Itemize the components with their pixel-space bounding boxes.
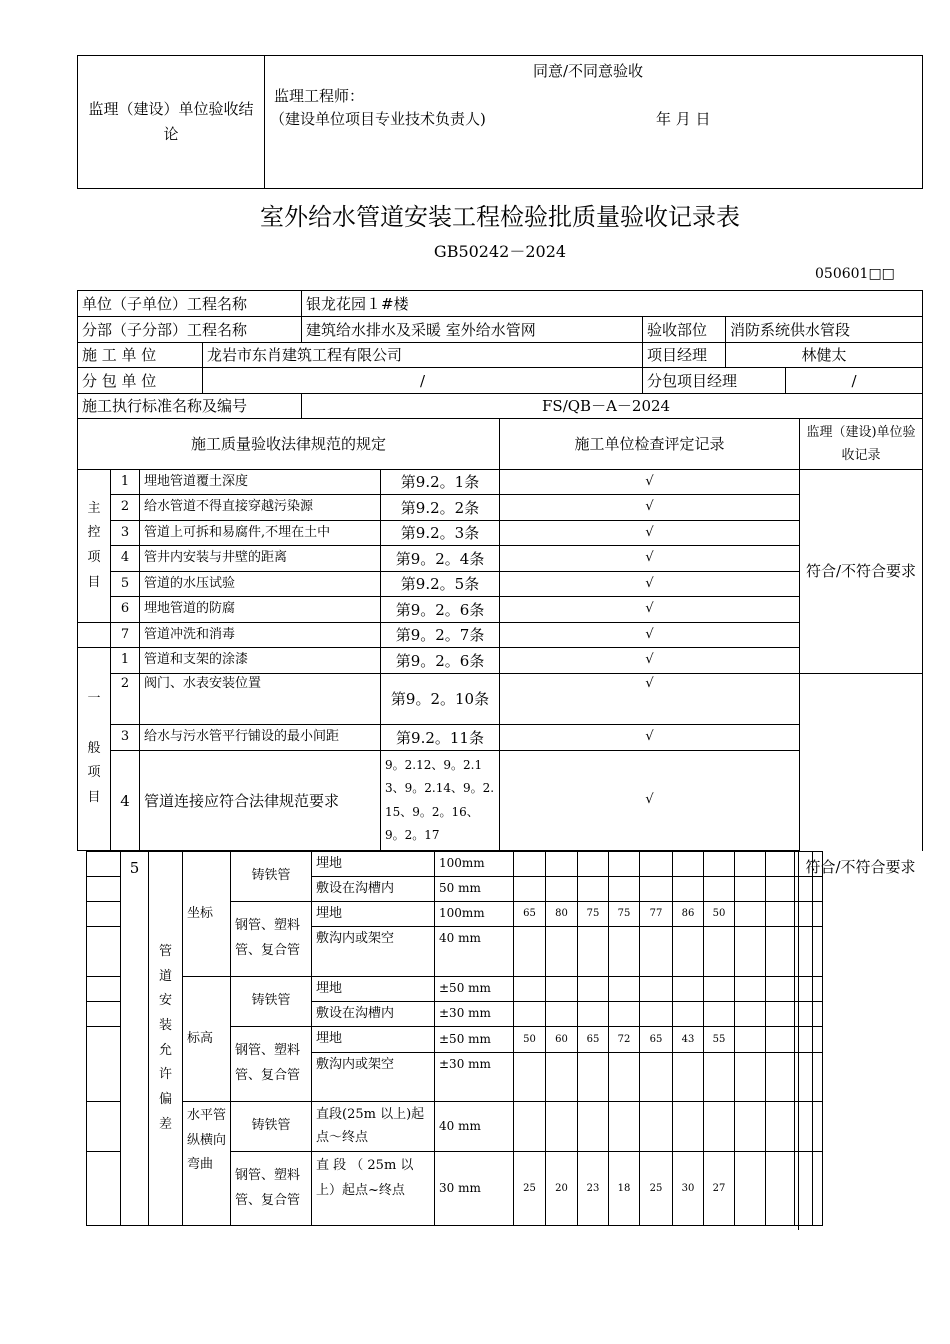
cast-iron-label: 铸铁管	[231, 852, 312, 902]
col-supervise-header: 监理（建设)单位验收记录	[800, 419, 923, 470]
standard-code: GB50242－2024	[433, 242, 567, 261]
std-value: FS/QB－A－2024	[302, 394, 923, 419]
dev-val	[514, 927, 546, 977]
dev-tol: 30 mm	[435, 1152, 514, 1226]
main-item-clause: 第9.2。5条	[381, 572, 500, 597]
main-item-no: 1	[111, 470, 140, 495]
main-item-no: 4	[111, 546, 140, 572]
main-item-clause: 第9。2。7条	[381, 623, 500, 648]
dev-val: 86	[673, 902, 704, 927]
unit-value: 银龙花园１#楼	[302, 291, 923, 317]
general-item-clause: 9。2.12、9。2.13、9。2.14、9。2.15、9。2。16、9。2。17	[381, 751, 500, 851]
main-item-no: 2	[111, 495, 140, 521]
dev-cond: 直段(25m 以上)起点～终点	[312, 1102, 435, 1152]
dev-val	[514, 1102, 546, 1152]
subdiv-value: 建筑给水排水及采暖 室外给水管网	[302, 317, 643, 343]
dev-val	[735, 852, 766, 877]
sub-pm-label: 分包项目经理	[643, 368, 786, 394]
dev-val	[578, 927, 609, 977]
dev-val	[735, 927, 766, 977]
form-code: 050601□□	[815, 266, 895, 282]
steel-plastic-label: 钢管、塑料管、复合管	[231, 1027, 312, 1102]
top-conclusion-table	[77, 55, 923, 189]
dev-val	[704, 927, 735, 977]
deviation-conform: 符合/不符合要求	[805, 858, 916, 876]
contractor-value: 龙岩市东肖建筑工程有限公司	[203, 343, 643, 368]
col-spec-header: 施工质量验收法律规范的规定	[78, 419, 500, 470]
dev-tol: 100mm	[435, 902, 514, 927]
dev-val: 50	[704, 902, 735, 927]
dev-val	[704, 1002, 735, 1027]
blank-cell	[87, 877, 121, 902]
main-item-name: 管道的水压试验	[140, 572, 381, 597]
dev-val	[546, 977, 578, 1002]
general-item-clause: 第9.2。11条	[381, 725, 500, 751]
dev-cond: 埋地	[312, 1027, 435, 1053]
engineer-label: 监理工程师：	[274, 87, 365, 105]
steel-plastic-label: 钢管、塑料管、复合管	[231, 902, 312, 977]
conclusion-content	[265, 56, 923, 189]
main-item-name: 给水管道不得直接穿越污染源	[140, 495, 381, 521]
dev-cond: 埋地	[312, 902, 435, 927]
blank-cell	[87, 1102, 121, 1152]
dev-val: 27	[704, 1152, 735, 1226]
dev-val	[704, 1053, 735, 1102]
elev-label: 标高	[183, 977, 231, 1102]
dev-val	[766, 852, 795, 877]
dev-val	[704, 852, 735, 877]
dev-val	[673, 1102, 704, 1152]
general-item-check: √	[500, 674, 800, 725]
deviation-table	[86, 851, 823, 1226]
general-item-name: 阀门、水表安装位置	[140, 674, 381, 725]
main-item-check: √	[500, 597, 800, 623]
dev-val: 23	[578, 1152, 609, 1226]
contractor-label: 施 工 单 位	[78, 343, 203, 368]
general-item-no: 4	[111, 751, 140, 851]
dev-val	[673, 1053, 704, 1102]
dev-val	[609, 927, 640, 977]
dev-val	[640, 1102, 673, 1152]
dev-val	[673, 1002, 704, 1027]
main-item-no: 6	[111, 597, 140, 623]
blank-cell	[87, 927, 121, 977]
dev-val	[578, 1053, 609, 1102]
sub-label: 分 包 单 位	[78, 368, 203, 394]
dev-val	[735, 877, 766, 902]
dev-val: 80	[546, 902, 578, 927]
dev-val: 18	[609, 1152, 640, 1226]
dev-val	[735, 1053, 766, 1102]
dev-tol: ±50 mm	[435, 977, 514, 1002]
dev-tol: ±50 mm	[435, 1027, 514, 1053]
dev-val: 65	[640, 1027, 673, 1053]
main-item-no: 5	[111, 572, 140, 597]
blank-cell	[78, 623, 111, 648]
dev-val	[546, 1102, 578, 1152]
dev-val	[766, 927, 795, 977]
blank-cell	[87, 1027, 121, 1102]
dev-tol: 50 mm	[435, 877, 514, 902]
dev-val: 50	[514, 1027, 546, 1053]
dev-val	[578, 1102, 609, 1152]
coord-label: 坐标	[183, 852, 231, 977]
dev-val: 77	[640, 902, 673, 927]
dev-val	[514, 877, 546, 902]
dev-cond: 敷沟内或架空	[312, 1053, 435, 1102]
page-title: 室外给水管道安装工程检验批质量验收记录表	[260, 203, 740, 231]
part-label: 验收部位	[643, 317, 726, 343]
dev-val	[546, 877, 578, 902]
dev-tol: 100mm	[435, 852, 514, 877]
main-item-check: √	[500, 623, 800, 648]
dev-val: 20	[546, 1152, 578, 1226]
dev-val: 30	[673, 1152, 704, 1226]
subdiv-label: 分部（子分部）工程名称	[78, 317, 302, 343]
dev-tol: ±30 mm	[435, 1002, 514, 1027]
dev-val: 65	[514, 902, 546, 927]
general-item-name: 管道连接应符合法律规范要求	[140, 751, 381, 851]
dev-val	[609, 1102, 640, 1152]
col-record-header: 施工单位检查评定记录	[500, 419, 800, 470]
dev-val	[514, 1002, 546, 1027]
dev-val	[766, 877, 795, 902]
dev-cond: 直 段 （ 25m 以 上）起点~终点	[312, 1152, 435, 1226]
main-item-clause: 第9.2。2条	[381, 495, 500, 521]
main-item-check: √	[500, 470, 800, 495]
general-item-clause: 第9。2。10条	[381, 674, 500, 725]
dev-cond: 敷沟内或架空	[312, 927, 435, 977]
dev-tol: 40 mm	[435, 927, 514, 977]
dev-val	[673, 927, 704, 977]
general-item-name: 管道和支架的涂漆	[140, 648, 381, 674]
dev-tol: 40 mm	[435, 1102, 514, 1152]
dev-val	[766, 1152, 795, 1226]
general-item-no: 1	[111, 648, 140, 674]
conclusion-label: 监理（建设）单位验收结论	[78, 56, 265, 189]
dev-val	[609, 977, 640, 1002]
blank-cell	[87, 1002, 121, 1027]
dev-val	[578, 877, 609, 902]
deviation-group-label: 管 道 安 装 允 许 偏 差	[149, 852, 183, 1226]
dev-val	[766, 1102, 795, 1152]
unit-label: 单位（子单位）工程名称	[78, 291, 302, 317]
main-item-no: 7	[111, 623, 140, 648]
dev-val: 72	[609, 1027, 640, 1053]
std-label: 施工执行标准名称及编号	[78, 394, 302, 419]
dev-val	[640, 877, 673, 902]
dev-val	[766, 1027, 795, 1053]
dev-val	[735, 1002, 766, 1027]
date-label: 年 月 日	[656, 110, 711, 128]
general-item-check: √	[500, 648, 800, 674]
blank-cell	[87, 977, 121, 1002]
dev-val	[609, 1002, 640, 1027]
dev-val	[766, 1002, 795, 1027]
deviation-no: 5	[121, 852, 149, 1226]
general-item-clause: 第9。2。6条	[381, 648, 500, 674]
dev-val: 43	[673, 1027, 704, 1053]
main-item-name: 管井内安装与井壁的距离	[140, 546, 381, 572]
pm-label: 项目经理	[643, 343, 726, 368]
main-item-name: 埋地管道覆土深度	[140, 470, 381, 495]
sub-pm-value: /	[786, 368, 923, 394]
dev-val	[735, 902, 766, 927]
blank-cell	[87, 1152, 121, 1226]
agree-text: 同意/不同意验收	[533, 62, 644, 80]
dev-val	[704, 1102, 735, 1152]
general-item-check: √	[500, 751, 800, 851]
dev-val	[578, 852, 609, 877]
main-conform: 符合/不符合要求	[800, 470, 923, 674]
dev-val	[514, 1053, 546, 1102]
dev-val	[735, 1102, 766, 1152]
dev-val: 75	[578, 902, 609, 927]
main-item-name: 管道冲洗和消毒	[140, 623, 381, 648]
deviation-supervise-cell	[798, 851, 922, 1230]
main-item-name: 埋地管道的防腐	[140, 597, 381, 623]
general-item-name: 给水与污水管平行铺设的最小间距	[140, 725, 381, 751]
cast-iron-label: 铸铁管	[231, 977, 312, 1027]
dev-val	[514, 977, 546, 1002]
steel-plastic-label: 钢管、塑料管、复合管	[231, 1152, 312, 1226]
dev-val: 55	[704, 1027, 735, 1053]
main-item-check: √	[500, 521, 800, 546]
dev-val	[640, 1053, 673, 1102]
dev-cond: 敷设在沟槽内	[312, 877, 435, 902]
main-item-name: 管道上可拆和易腐件,不埋在土中	[140, 521, 381, 546]
main-item-clause: 第9.2。3条	[381, 521, 500, 546]
dev-val	[735, 1027, 766, 1053]
main-group-label: 主 控 项 目	[78, 470, 111, 623]
dev-val	[546, 1053, 578, 1102]
dev-val	[514, 852, 546, 877]
horiz-label: 水平管纵横向弯曲	[183, 1102, 231, 1226]
general-group-label: 一 般 项 目	[78, 648, 111, 851]
part-value: 消防系统供水管段	[726, 317, 923, 343]
dev-val: 65	[578, 1027, 609, 1053]
main-item-check: √	[500, 546, 800, 572]
dev-val	[546, 852, 578, 877]
dev-val	[609, 1053, 640, 1102]
sub-value: /	[203, 368, 643, 394]
dev-val	[546, 927, 578, 977]
cast-iron-label: 铸铁管	[231, 1102, 312, 1152]
dev-val	[578, 977, 609, 1002]
dev-val	[766, 902, 795, 927]
dev-val	[766, 977, 795, 1002]
dev-val	[735, 977, 766, 1002]
main-item-no: 3	[111, 521, 140, 546]
header-table	[77, 290, 923, 419]
dev-val	[578, 1002, 609, 1027]
main-item-check: √	[500, 572, 800, 597]
dev-val	[609, 877, 640, 902]
blank-cell	[87, 902, 121, 927]
dev-tol: ±30 mm	[435, 1053, 514, 1102]
dev-cond: 敷设在沟槽内	[312, 1002, 435, 1027]
main-item-check: √	[500, 495, 800, 521]
dev-val	[766, 1053, 795, 1102]
dev-val	[546, 1002, 578, 1027]
general-supervise-cell	[800, 674, 923, 851]
dev-val: 25	[640, 1152, 673, 1226]
dev-val	[673, 852, 704, 877]
dev-val	[704, 977, 735, 1002]
dev-val: 60	[546, 1027, 578, 1053]
main-item-clause: 第9。2。4条	[381, 546, 500, 572]
general-item-check: √	[500, 725, 800, 751]
dev-cond: 埋地	[312, 852, 435, 877]
dev-val	[609, 852, 640, 877]
main-item-clause: 第9.2。1条	[381, 470, 500, 495]
blank-cell	[87, 852, 121, 877]
dev-val	[673, 977, 704, 1002]
dev-val	[640, 977, 673, 1002]
dev-val	[640, 852, 673, 877]
general-item-no: 3	[111, 725, 140, 751]
dev-val	[673, 877, 704, 902]
items-table	[77, 418, 923, 851]
dev-val	[735, 1152, 766, 1226]
dev-val	[640, 1002, 673, 1027]
general-item-no: 2	[111, 674, 140, 725]
dev-val: 25	[514, 1152, 546, 1226]
dev-val	[640, 927, 673, 977]
dev-val: 75	[609, 902, 640, 927]
dev-val	[704, 877, 735, 902]
main-item-clause: 第9。2。6条	[381, 597, 500, 623]
pm-value: 林健太	[726, 343, 923, 368]
dev-cond: 埋地	[312, 977, 435, 1002]
owner-rep-label: （建设单位项目专业技术负责人)	[270, 110, 486, 128]
